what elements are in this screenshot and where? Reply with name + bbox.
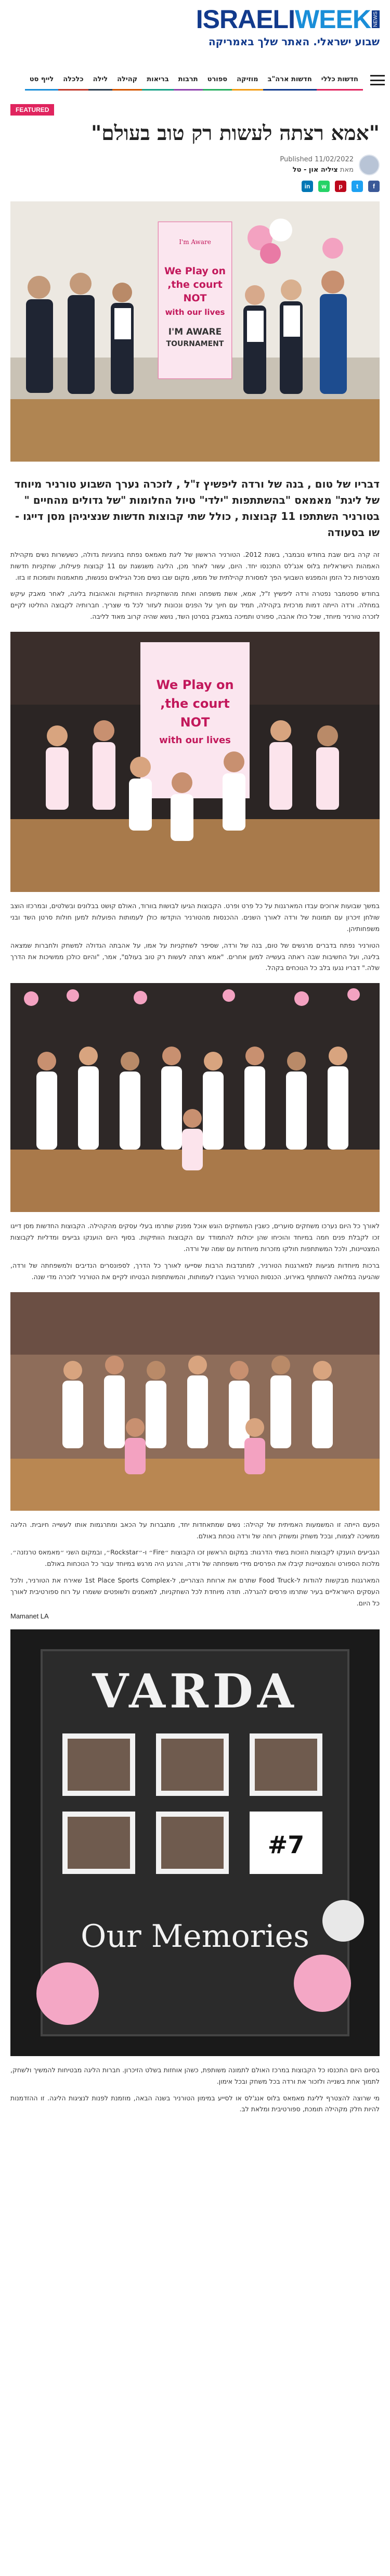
facebook-share-icon[interactable]: f bbox=[368, 181, 380, 192]
svg-text:NOT: NOT bbox=[180, 715, 210, 730]
byline-text bbox=[280, 155, 354, 175]
banner-line-3: NOT bbox=[183, 292, 207, 304]
paragraph-6: ברכות מיוחדות מגיעות למארגנות הטורניר, למתנדבות הרבות שסייעו לאורך כל הדרך, לספונסרים הנדיבים ולמשפחתה של ורדה, שהגיעה במלואה להשתתף באירוע. הכנסות הטורניר הועברו לעמותות, והמשתתפות הבטיחו לקיים את הטורניר לזכרה מדי שנה. bbox=[10, 1261, 380, 1281]
photo-team-with-balls bbox=[10, 983, 380, 1212]
pinterest-share-icon[interactable]: p bbox=[335, 181, 346, 192]
nav-item-lifestyle[interactable]: לייף סט bbox=[25, 70, 58, 91]
paragraph-2: בחודש ספטמבר נפטרה ורדה ליפשיץ ז"ל, אמא, אשת משפחה ואחת מהשחקניות הוותיקות והאהובות בליגה, לאחר מאבק עיקש במחלה. ורדה הייתה דמות מרכזית בקהילה, תמיד עם חיוך על הפנים ונכונות לעזור לכל מי שצריך. חברותיה לקבוצה החליטו לקיים לזכרה טורניר מיוחד, שכל כולו אהבה, ספורט ותמיכה במאבק בסרטן השד, נושא שהיה קרוב מאוד לליבה. bbox=[10, 590, 380, 621]
memorial-caption: Our Memories bbox=[81, 1918, 309, 1955]
article-meta-row bbox=[0, 95, 390, 126]
site-tagline: שבוע ישראלי. האתר שלך באמריקה bbox=[208, 35, 380, 48]
logo-wordmark bbox=[88, 4, 380, 34]
closing-paragraph-2: מי שרוצה להצטרף לליגת מאמאס בלוס אנג'לס או לסייע במימון הטורניר בשנה הבאה, מוזמנת לפנות לנציגות הליגה. זו ההזדמנות להיות חלק מקהילה תומכת, ספורטיבית ומלאת לב. bbox=[10, 2094, 380, 2113]
logo-news-badge: NEWS bbox=[373, 11, 379, 27]
banner-top-line: I'm Aware bbox=[179, 238, 211, 246]
closing-paragraph-1: בסיום היום התכנסו כל הקבוצות במרכז האולם לתמונה משותפת, כשהן אוחזות בשלט הזיכרון. חברות הליגה מבטיחות להמשיך ולשחק, לתמוך אחת בשנייה ולזכור את ורדה בכל משחק ובכל אימון. bbox=[10, 2065, 380, 2085]
banner-tag: I'M AWARE bbox=[168, 326, 222, 337]
photo-pink-team-image bbox=[10, 1292, 380, 1511]
nav-item-community[interactable]: קהילה bbox=[112, 70, 142, 91]
memorial-name: VARDA bbox=[92, 1663, 298, 1719]
nav-item-culture[interactable]: תרבות bbox=[174, 70, 203, 91]
menu-icon[interactable] bbox=[370, 75, 385, 85]
article-signature: Mamanet LA bbox=[10, 1612, 49, 1620]
paragraph-8: הגביעים הוענקו לקבוצות הזוכות בשתי הדרגות: במקום הראשון זכו הקבוצות ״Fire״ ו-״Rockstar״, ובמקום השני ״מאמאס טרנזנה״. מלכות הספורט והמצטיינות קיבלו את הפרסים מידי משפחתה של ורדה, והרגע היה מרגש במיוחד עבור כל הנוכחות באולם. bbox=[10, 1548, 380, 1568]
site-header bbox=[0, 0, 390, 83]
main-nav bbox=[0, 70, 390, 91]
byline bbox=[0, 155, 390, 175]
nav-item-music[interactable]: מוזיקה bbox=[232, 70, 263, 91]
site-logo[interactable] bbox=[88, 4, 380, 48]
banner-line-2: the court, bbox=[167, 278, 223, 290]
article-title: "אמא רצתה לעשות רק טוב בעולם" bbox=[90, 121, 380, 145]
nav-item-health[interactable]: בריאות bbox=[142, 70, 173, 91]
banner-line-4: with our lives bbox=[165, 307, 225, 317]
photo-pink-team bbox=[10, 1292, 380, 1511]
photo-team-with-banner bbox=[10, 632, 380, 892]
photo-team-banner-image bbox=[10, 632, 380, 892]
memorial-jersey-number: #7 bbox=[267, 1830, 305, 1859]
author-avatar[interactable] bbox=[359, 155, 380, 175]
publish-date: Published 11/02/2022 bbox=[280, 156, 354, 164]
logo-part-week: WEEK bbox=[295, 5, 371, 34]
photo-team-balls-image bbox=[10, 983, 380, 1212]
photo-memorial-image bbox=[10, 1629, 380, 2056]
paragraph-7: הפעם הייתה זו המשמעות האמיתית של קהילה: נשים שמתאחדות יחד, מתגברות על הכאב ומתרגמות אותו לעשייה חיובית. הליגה ממשיכה לצמוח, ובכל משחק ומשחק רוחה של ורדה נוכחת באולם. bbox=[10, 1520, 380, 1540]
photo-group-banner-image bbox=[10, 201, 380, 462]
banner-line-1: We Play on bbox=[164, 265, 226, 277]
featured-badge[interactable]: FEATURED bbox=[10, 104, 54, 116]
nav-item-night[interactable]: לילה bbox=[88, 70, 113, 91]
author-name[interactable]: ציליה און - טל bbox=[292, 165, 338, 174]
banner-tag2: TOURNAMENT bbox=[166, 339, 224, 348]
nav-item-economy[interactable]: כלכלה bbox=[58, 70, 88, 91]
paragraph-1: זה קרה ביום שבת בחודש נובמבר, בשנת 2012. הטורניר הראשון של ליגת מאמאס נפתח בחגיגיות גדולה, כשעשרות נשים מקהילת האמהות הישראליות בלוס אנג'לס התכנסו יחד. היום, עשור לאחר מכן, הליגה משגשגת עם 11 קבוצות פעילות, שחקניות חדשות מצטרפות כל הזמן והמפגש השבועי הפך למסורת קהילתית של ממש, מקום שבו נשים מכל הגילאים נפגשות, מתאמנות ותומכות זו בזו. bbox=[10, 550, 380, 581]
svg-text:the court,: the court, bbox=[160, 696, 230, 711]
svg-text:with our lives: with our lives bbox=[159, 735, 231, 746]
twitter-share-icon[interactable]: t bbox=[352, 181, 363, 192]
paragraph-3: במשך שבועות ארוכים עבדו המארגנות על כל פרט ופרט. הקבוצות הגיעו לבושות בוורוד, האולם קושט בבלונים ובשלטים, ובמרכזו הוצב שולחן זיכרון עם תמונות של ורדה לאורך השנים. ההכנסות מהטורניר הוקדשו כולן לעמותות הפועלות למען חולות סרטן השד ובני משפחותיהן. bbox=[10, 902, 380, 933]
paragraph-5: לאורך כל היום נערכו משחקים סוערים, כשבין המשחקים הוגש אוכל מפנק שתרמו בעלי עסקים מהקהילה. הקבוצות החדשות מסן דייגו זכו לקבלת פנים חמה במיוחד והוכיחו שהן יכולות להתמודד עם הקבוצות הוותיקות. בסוף היום הוענקו גביעים ומדליות לקבוצות המצטיינות, ולכל המשתתפות חולקו מזכרות מיוחדות עם שמה של ורדה. bbox=[10, 1222, 380, 1253]
nav-item-general-news[interactable]: חדשות כללי bbox=[317, 70, 363, 91]
author-prefix: מאת bbox=[340, 165, 354, 174]
photo-group-with-banner bbox=[10, 201, 380, 462]
nav-item-us-news[interactable]: חדשות ארה"ב bbox=[263, 70, 317, 91]
nav-item-sports[interactable]: ספורט bbox=[203, 70, 232, 91]
logo-part-israeli: ISRAELI bbox=[196, 5, 295, 34]
paragraph-4: הטורניר נפתח בדברים מרגשים של טום, בנה של ורדה, שסיפר לשחקניות על אמו, על אהבתה הגדולה למשחק ולחברות שמצאה בליגה, ועל החשיבות שבה ראתה בעשייה למען אחרים. "אמא רצתה לעשות רק טוב בעולם", אמר, "והיום כולכן ממשיכות את הדרך שלה." דבריו נגעו בלב כל הנוכחים בקהל. bbox=[10, 941, 380, 972]
social-share-bar bbox=[0, 181, 390, 192]
article-subtitle: דבריו של טום , בנה של ורדה ליפשיץ ז"ל , לזכרה נערך השבוע טורניר מיוחד של ליגת" מאמאס "בהשתתפות "ילדי" טיול החלומות "של גדולים מהחיים " בטורניר השתתפו 11 קבוצות , כולל שתי קבוצות חדשות שנציגיהן מסן דייגו - שו בסעודה bbox=[14, 477, 380, 539]
whatsapp-share-icon[interactable]: w bbox=[318, 181, 330, 192]
svg-text:We Play on: We Play on bbox=[156, 678, 234, 692]
photo-memorial-board bbox=[10, 1629, 380, 2056]
linkedin-share-icon[interactable]: in bbox=[302, 181, 313, 192]
paragraph-9: המארגנות מבקשות להודות ל-Food Truck שתרם את ארוחת הצהריים, ל-1st Place Sports Complex שאירח את הטורניר, ולכל העסקים הישראליים בעיר שתרמו פרסים להגרלה. תודה מיוחדת לכל השחקניות, למאמנים ולשופטים ששמרו על רוח ספורטיבית לאורך כל היום. bbox=[10, 1576, 380, 1607]
